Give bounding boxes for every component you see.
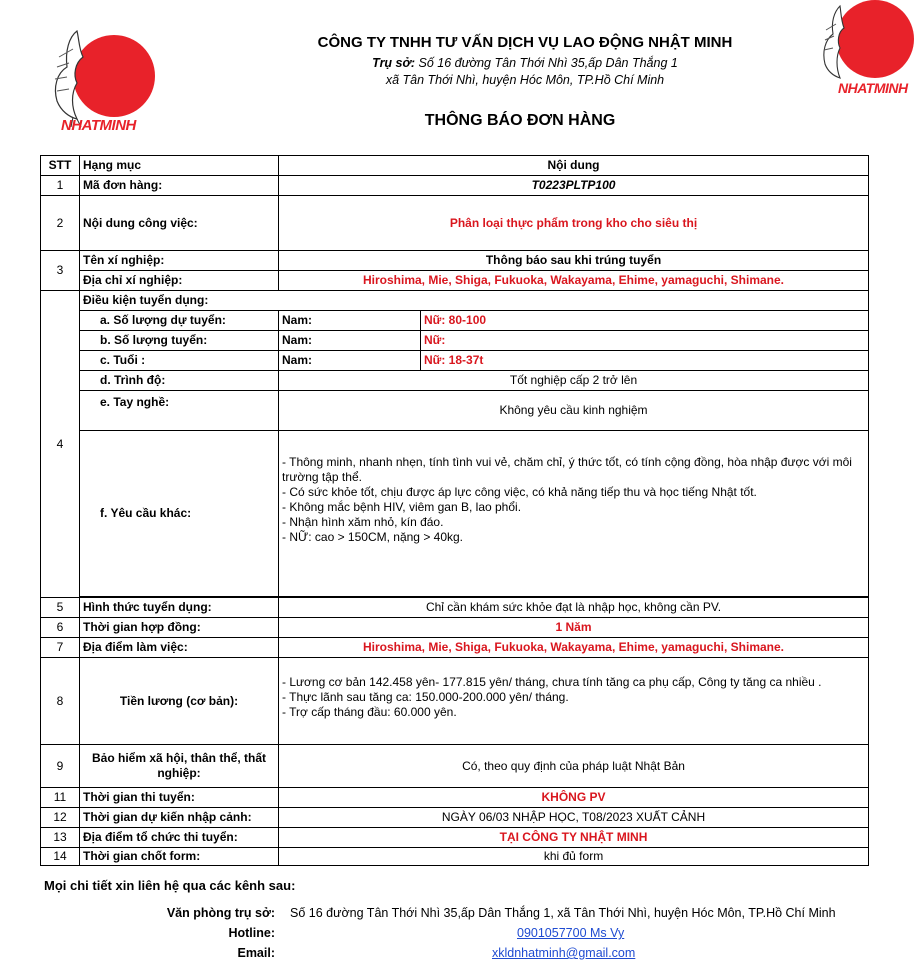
col-header-stt: STT xyxy=(41,156,80,176)
row-number: 3 xyxy=(41,251,80,291)
male-age: Nam: xyxy=(279,351,421,371)
company-name-value: Thông báo sau khi trúng tuyển xyxy=(279,251,869,271)
female-count: Nữ: 80-100 xyxy=(421,311,869,331)
table-row xyxy=(41,176,869,196)
table-row xyxy=(41,828,869,848)
row-number: 14 xyxy=(41,848,80,866)
company-logo-left xyxy=(45,25,165,140)
other-requirements xyxy=(279,431,869,597)
row-label: Thời gian dự kiến nhập cảnh: xyxy=(80,808,279,828)
contact-intro: Mọi chi tiết xin liên hệ qua các kênh sau: xyxy=(44,878,296,893)
table-row xyxy=(41,291,869,311)
table-row xyxy=(41,271,869,291)
contract-duration: 1 Năm xyxy=(279,618,869,638)
row-number: 13 xyxy=(41,828,80,848)
row-label: Hình thức tuyển dụng: xyxy=(80,598,279,618)
table-row xyxy=(41,638,869,658)
table-row xyxy=(41,598,869,618)
row-label: Thời gian thi tuyển: xyxy=(80,788,279,808)
row-number: 11 xyxy=(41,788,80,808)
row-number: 8 xyxy=(41,658,80,745)
exam-location: TẠI CÔNG TY NHẬT MINH xyxy=(279,828,869,848)
table-header-row xyxy=(41,156,869,176)
insurance-value: Có, theo quy định của pháp luật Nhật Bản xyxy=(279,745,869,788)
female-count: Nữ: xyxy=(421,331,869,351)
company-address-line2: xã Tân Thới Nhì, huyện Hóc Môn, TP.Hồ Chí Minh xyxy=(385,73,665,87)
row-number: 12 xyxy=(41,808,80,828)
row-label: Tiền lương (cơ bản): xyxy=(80,658,279,745)
office-address: Số 16 đường Tân Thới Nhì 35,ấp Dân Thắng 1, xã Tân Thới Nhì, huyện Hóc Môn, TP.Hồ Chí Minh xyxy=(290,906,836,920)
company-address-line1 xyxy=(200,56,850,70)
row-label: e. Tay nghề: xyxy=(80,391,279,431)
email-link[interactable]: xkldnhatminh@gmail.com xyxy=(492,946,636,960)
row-label: Mã đơn hàng: xyxy=(80,176,279,196)
row-number: 6 xyxy=(41,618,80,638)
salary-line: - Lương cơ bản 142.458 yên- 177.815 yên/ tháng, chưa tính tăng ca phụ cấp, Công ty tăng ca nhiều . xyxy=(282,675,822,689)
table-row xyxy=(41,808,869,828)
row-number: 5 xyxy=(41,598,80,618)
table-row xyxy=(41,658,869,745)
address-label: Trụ sở: xyxy=(372,56,416,70)
education-value: Tốt nghiệp cấp 2 trở lên xyxy=(279,371,869,391)
row-label: b. Số lượng tuyển: xyxy=(80,331,279,351)
table-row xyxy=(41,745,869,788)
order-table xyxy=(40,155,869,866)
exam-time: KHÔNG PV xyxy=(279,788,869,808)
logo-wordmark: NHATMINH xyxy=(838,80,908,96)
company-name: CÔNG TY TNHH TƯ VẤN DỊCH VỤ LAO ĐỘNG NHẬT MINH xyxy=(317,34,733,51)
table-row xyxy=(41,848,869,866)
row-label: Điều kiện tuyển dụng: xyxy=(80,291,869,311)
requirement-line: - Không mắc bệnh HIV, viêm gan B, lao phổi. xyxy=(282,500,522,514)
skill-value: Không yêu cầu kinh nghiệm xyxy=(279,391,869,431)
salary-line: - Trợ cấp tháng đầu: 60.000 yên. xyxy=(282,705,457,719)
male-count: Nam: xyxy=(279,331,421,351)
salary-details xyxy=(279,658,869,745)
hotline-label: Hotline: xyxy=(228,926,275,940)
row-label: Nội dung công việc: xyxy=(80,196,279,251)
female-age: Nữ: 18-37t xyxy=(421,351,869,371)
col-header-content: Nội dung xyxy=(279,156,869,176)
requirement-line: - Nhận hình xăm nhỏ, kín đáo. xyxy=(282,515,444,529)
male-count: Nam: xyxy=(279,311,421,331)
row-label: Địa chỉ xí nghiệp: xyxy=(80,271,279,291)
company-address-value: Hiroshima, Mie, Shiga, Fukuoka, Wakayama, Ehime, yamaguchi, Shimane. xyxy=(279,271,869,291)
row-label: f. Yêu cầu khác: xyxy=(80,431,279,597)
requirement-line: - NỮ: cao > 150CM, nặng > 40kg. xyxy=(282,530,464,544)
table-row xyxy=(41,618,869,638)
table-row xyxy=(41,431,869,597)
row-label: Thời gian chốt form: xyxy=(80,848,279,866)
salary-line: - Thực lãnh sau tăng ca: 150.000-200.000 yên/ tháng. xyxy=(282,690,569,704)
job-description: Phân loại thực phẩm trong kho cho siêu thị xyxy=(279,196,869,251)
row-label: Địa điểm tổ chức thi tuyển: xyxy=(80,828,279,848)
table-row xyxy=(41,196,869,251)
row-label: c. Tuổi : xyxy=(80,351,279,371)
row-number: 7 xyxy=(41,638,80,658)
row-number: 1 xyxy=(41,176,80,196)
recruit-method: Chỉ cần khám sức khỏe đạt là nhập học, không cần PV. xyxy=(279,598,869,618)
office-label: Văn phòng trụ sở: xyxy=(166,906,275,920)
table-row xyxy=(41,251,869,271)
row-label: Địa điểm làm việc: xyxy=(80,638,279,658)
table-row xyxy=(41,331,869,351)
col-header-item: Hạng mục xyxy=(80,156,279,176)
row-label: Thời gian hợp đồng: xyxy=(80,618,279,638)
work-location: Hiroshima, Mie, Shiga, Fukuoka, Wakayama, Ehime, yamaguchi, Shimane. xyxy=(279,638,869,658)
document-title: THÔNG BÁO ĐƠN HÀNG xyxy=(424,112,616,129)
row-number: 9 xyxy=(41,745,80,788)
form-deadline: khi đủ form xyxy=(279,848,869,866)
table-row xyxy=(41,351,869,371)
row-number: 4 xyxy=(41,291,80,598)
row-number: 2 xyxy=(41,196,80,251)
row-label: d. Trình độ: xyxy=(80,371,279,391)
email-label: Email: xyxy=(237,946,275,960)
order-code: T0223PLTP100 xyxy=(279,176,869,196)
requirement-line: - Có sức khỏe tốt, chịu được áp lực công việc, có khả năng tiếp thu và học tiếng Nhật tốt. xyxy=(282,485,757,499)
requirement-line: - Thông minh, nhanh nhẹn, tính tình vui vẻ, chăm chỉ, ý thức tốt, có tính cộng đồng, hòa nhập được với môi trường tập thể. xyxy=(282,455,852,484)
crane-icon xyxy=(47,27,107,127)
logo-wordmark: NHATMINH xyxy=(61,117,136,134)
table-row xyxy=(41,371,869,391)
table-row xyxy=(41,311,869,331)
hotline-link[interactable]: 0901057700 Ms Vy xyxy=(517,926,625,940)
table-row xyxy=(41,391,869,431)
address-text: Số 16 đường Tân Thới Nhì 35,ấp Dân Thắng 1 xyxy=(418,56,678,70)
row-label: Tên xí nghiệp: xyxy=(80,251,279,271)
row-label: a. Số lượng dự tuyển: xyxy=(80,311,279,331)
table-row xyxy=(41,788,869,808)
row-label: Bảo hiểm xã hội, thân thể, thất nghiệp: xyxy=(80,745,279,788)
entry-time: NGÀY 06/03 NHẬP HỌC, T08/2023 XUẤT CẢNH xyxy=(279,808,869,828)
